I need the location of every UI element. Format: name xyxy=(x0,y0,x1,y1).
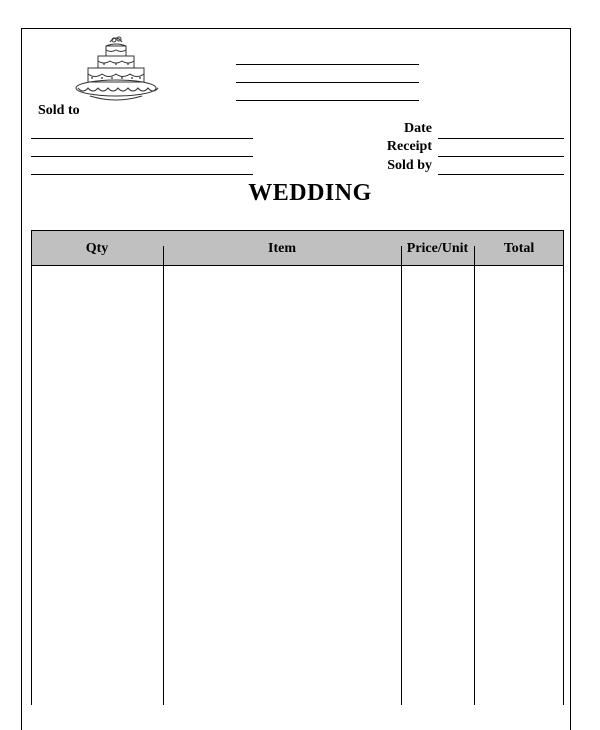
date-label: Date xyxy=(404,121,432,136)
receipt-line[interactable] xyxy=(438,156,564,157)
column-header-total: Total xyxy=(503,241,535,256)
header-line-3[interactable] xyxy=(236,100,419,101)
column-divider-qty-item xyxy=(163,246,164,705)
column-header-qty: Qty xyxy=(85,241,109,256)
receipt-label: Receipt xyxy=(386,139,432,154)
column-divider-price-total xyxy=(474,246,475,705)
column-divider-item-price xyxy=(401,246,402,705)
table-border-left xyxy=(31,230,32,705)
invoice-title: WEDDING xyxy=(248,180,372,206)
table-header xyxy=(31,230,564,266)
header-line-1[interactable] xyxy=(236,64,419,65)
sold-to-line-1[interactable] xyxy=(31,138,253,139)
invoice-page xyxy=(21,28,571,730)
sold-by-line[interactable] xyxy=(438,174,564,175)
column-header-price-unit: Price/Unit xyxy=(406,241,469,256)
sold-to-line-3[interactable] xyxy=(31,174,253,175)
sold-to-label: Sold to xyxy=(38,103,80,118)
sold-by-label: Sold by xyxy=(387,158,432,173)
table-border-right xyxy=(563,230,564,705)
wedding-cake-icon xyxy=(72,34,160,102)
date-line[interactable] xyxy=(438,138,564,139)
sold-to-line-2[interactable] xyxy=(31,156,253,157)
header-line-2[interactable] xyxy=(236,82,419,83)
column-header-item: Item xyxy=(268,241,296,256)
